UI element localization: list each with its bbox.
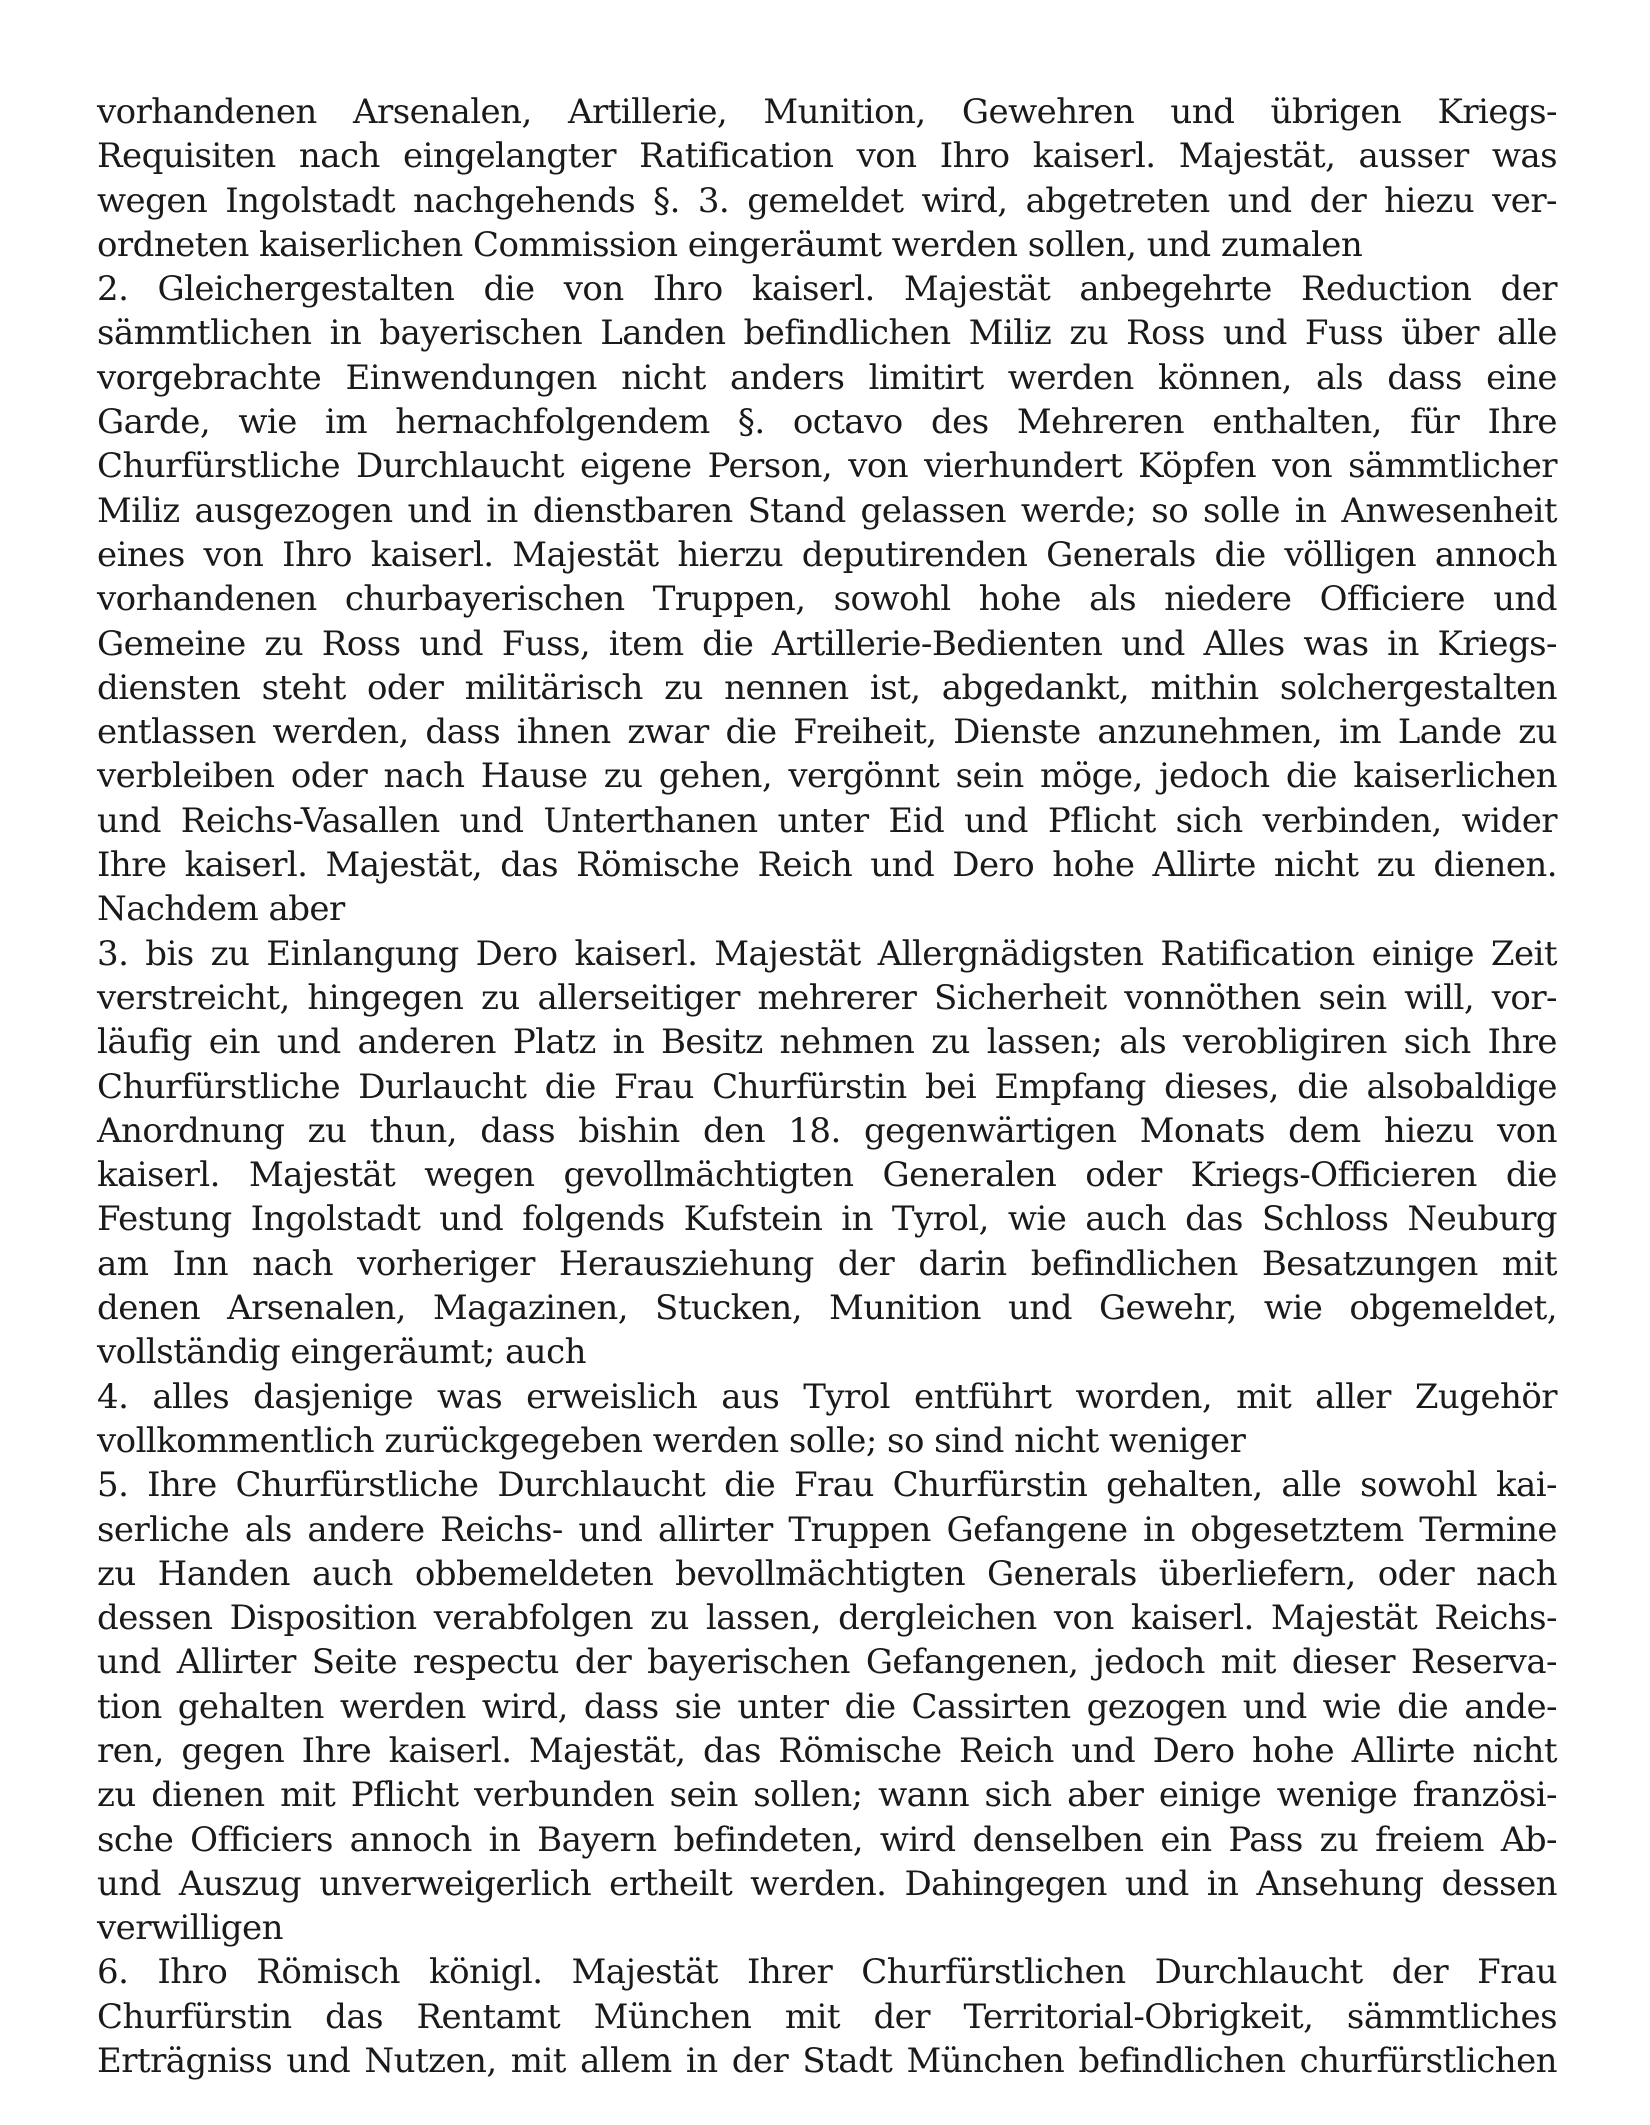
document-page [97,90,1557,2083]
text-line: Nachdem aber [97,889,345,930]
text-line: Churfürstin das Rentamt München mit der Territorial-Obrigkeit, sämmtliches [97,1996,1557,2037]
text-line: 2. Gleichergestalten die von Ihro kaiserl. Majestät anbegehrte Reduction der [97,269,1557,310]
text-line: vorhandenen Arsenalen, Artillerie, Munition, Gewehren und übrigen Kriegs- [97,92,1557,132]
text-line: verbleiben oder nach Hause zu gehen, vergönnt sein möge, jedoch die kaiserlichen [97,756,1557,797]
text-line: am Inn nach vorheriger Herausziehung der darin befindlichen Besatzungen mit [97,1243,1557,1284]
text-line: entlassen werden, dass ihnen zwar die Freiheit, Dienste anzunehmen, im Lande zu [97,712,1557,753]
text-line: sche Officiers annoch in Bayern befindeten, wird denselben ein Pass zu freiem Ab- [97,1819,1557,1860]
text-line: 6. Ihro Römisch königl. Majestät Ihrer Churfürstlichen Durchlaucht der Frau [97,1952,1557,1993]
text-line: Gemeine zu Ross und Fuss, item die Artillerie-Bedienten und Alles was in Kriegs- [97,623,1557,664]
text-line: 4. alles dasjenige was erweislich aus Tyrol entführt worden, mit aller Zugehör [97,1376,1557,1417]
text-line: Anordnung zu thun, dass bishin den 18. gegenwärtigen Monats dem hiezu von [97,1110,1557,1151]
text-line: vollkommentlich zurückgegeben werden solle; so sind nicht weniger [97,1420,1246,1461]
text-line: vorgebrachte Einwendungen nicht anders limitirt werden können, als dass eine [97,357,1557,398]
text-line: 3. bis zu Einlangung Dero kaiserl. Majestät Allergnädigsten Ratification einige Zeit [97,933,1557,974]
text-line: Garde, wie im hernachfolgendem §. octavo des Mehreren enthalten, für Ihre [97,402,1557,443]
text-line: Ihre kaiserl. Majestät, das Römische Reich und Dero hohe Allirte nicht zu dienen. [97,845,1557,886]
text-line: 5. Ihre Churfürstliche Durchlaucht die Frau Churfürstin gehalten, alle sowohl kai- [97,1465,1557,1506]
text-line: verstreicht, hingegen zu allerseitiger mehrerer Sicherheit vonnöthen sein will, vor- [97,977,1557,1018]
text-line: eines von Ihro kaiserl. Majestät hierzu deputirenden Generals die völligen annoch [97,534,1557,575]
text-line: sämmtlichen in bayerischen Landen befindlichen Miliz zu Ross und Fuss über alle [97,313,1557,354]
text-line: Churfürstliche Durchlaucht eigene Person, von vierhundert Köpfen von sämmtlicher [97,446,1557,487]
text-line: Requisiten nach eingelangter Ratification von Ihro kaiserl. Majestät, ausser was [97,136,1557,177]
text-line: kaiserl. Majestät wegen gevollmächtigten Generalen oder Kriegs-Officieren die [97,1155,1557,1196]
text-line: zu Handen auch obbemeldeten bevollmächtigten Generals überliefern, oder nach [97,1553,1557,1594]
text-line: verwilligen [97,1908,283,1949]
text-line: Erträgniss und Nutzen, mit allem in der Stadt München befindlichen churfürstlichen [97,2041,1557,2082]
text-line: diensten steht oder militärisch zu nennen ist, abgedankt, mithin solchergestalten [97,667,1557,708]
text-line: Festung Ingolstadt und folgends Kufstein in Tyrol, wie auch das Schloss Neuburg [97,1199,1557,1240]
text-line: ren, gegen Ihre kaiserl. Majestät, das Römische Reich und Dero hohe Allirte nicht [97,1730,1557,1771]
text-line: läufig ein und anderen Platz in Besitz nehmen zu lassen; als verobligiren sich Ihre [97,1022,1557,1063]
text-line: und Reichs-Vasallen und Unterthanen unter Eid und Pflicht sich verbinden, wider [97,800,1557,841]
text-line: Miliz ausgezogen und in dienstbaren Stand gelassen werde; so solle in Anwesenheit [97,490,1557,531]
text-line: ordneten kaiserlichen Commission eingeräumt werden sollen, und zumalen [97,224,1363,265]
text-line: serliche als andere Reichs- und allirter Truppen Gefangene in obgesetztem Termine [97,1509,1557,1550]
text-line: dessen Disposition verabfolgen zu lassen, dergleichen von kaiserl. Majestät Reichs- [97,1598,1557,1639]
text-line: denen Arsenalen, Magazinen, Stucken, Munition und Gewehr, wie obgemeldet, [97,1288,1557,1329]
text-line: tion gehalten werden wird, dass sie unter die Cassirten gezogen und wie die ande- [97,1686,1557,1727]
text-line: wegen Ingolstadt nachgehends §. 3. gemeldet wird, abgetreten und der hiezu ver- [97,180,1557,221]
text-line: und Allirter Seite respectu der bayerischen Gefangenen, jedoch mit dieser Reserva- [97,1642,1557,1683]
document-body [97,90,1557,2083]
text-line: vollständig eingeräumt; auch [97,1332,586,1373]
text-line: Churfürstliche Durlaucht die Frau Churfürstin bei Empfang dieses, die alsobaldige [97,1066,1557,1107]
text-line: und Auszug unverweigerlich ertheilt werden. Dahingegen und in Ansehung dessen [97,1863,1557,1904]
text-line: zu dienen mit Pflicht verbunden sein sollen; wann sich aber einige wenige französi- [97,1775,1557,1816]
text-line: vorhandenen churbayerischen Truppen, sowohl hohe als niedere Officiere und [97,579,1557,620]
